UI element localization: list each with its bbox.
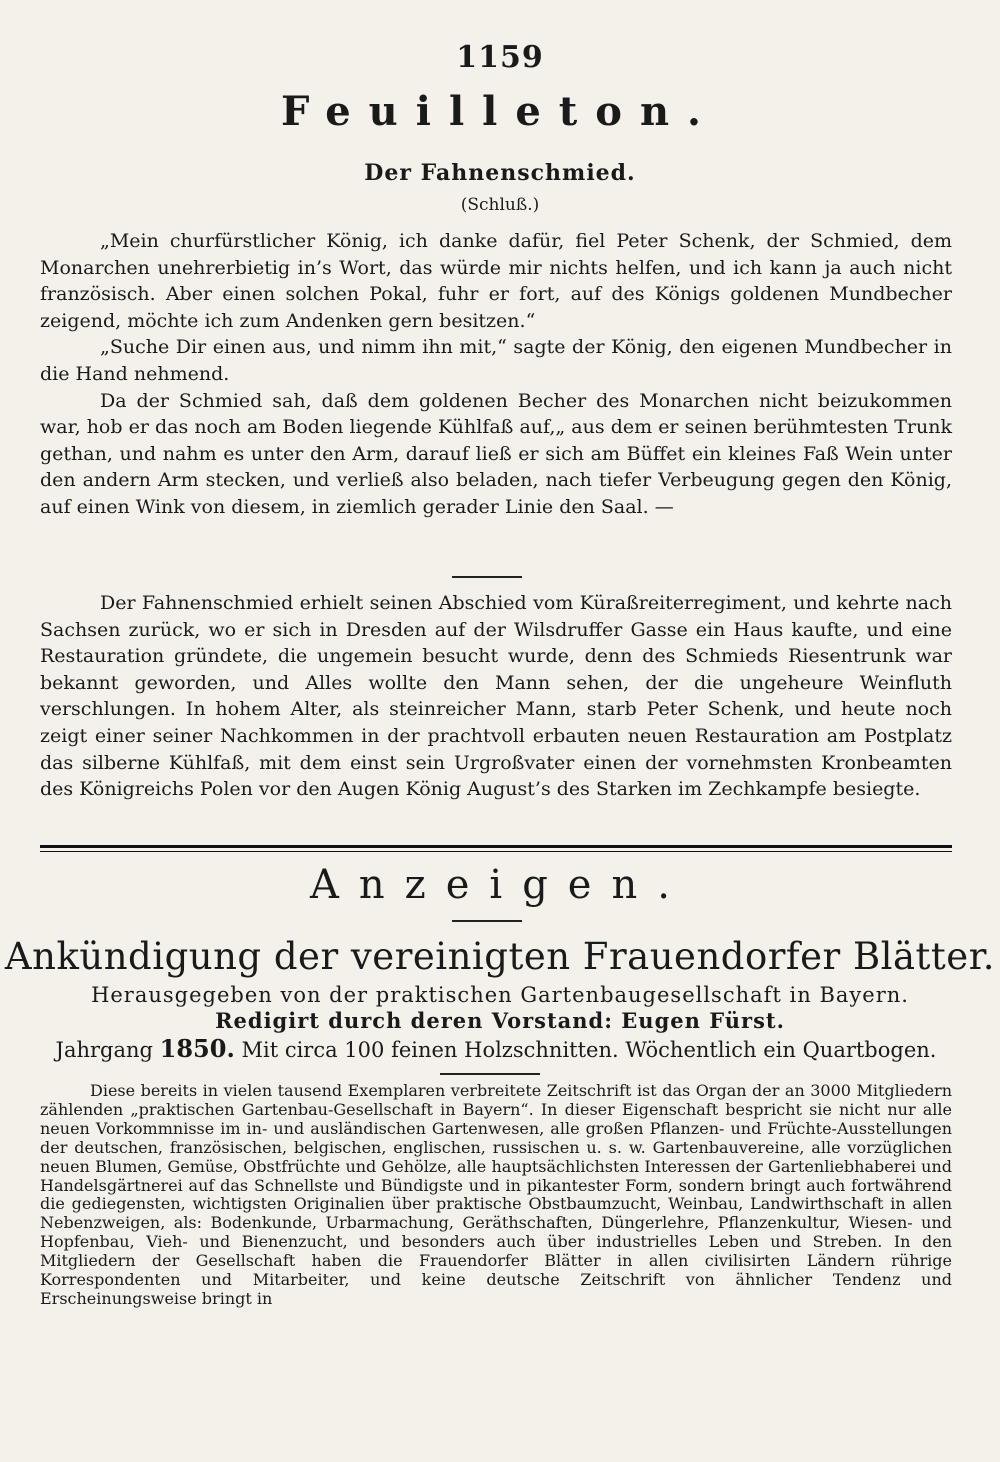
story-text-part-1 <box>40 228 952 521</box>
story-title: Der Fahnenschmied. <box>364 160 636 186</box>
section-divider <box>452 920 522 922</box>
section-divider <box>440 1073 540 1075</box>
section-divider <box>452 576 522 578</box>
story-subtitle: (Schluß.) <box>460 195 540 215</box>
ad-title: Ankündigung der vereinigten Frauendorfer Blätter. <box>4 935 996 978</box>
story-paragraph: „Mein churfürstlicher König, ich danke dafür, fiel Peter Schenk, der Schmied, dem Monarchen unehrerbietig in’s Wort, das würde mir nichts helfen, und ich kann ja auch nicht französisch. Aber einen solchen Pokal, fuhr er fort, auf des Königs goldenen Mundbecher zeigend, möchte ich zum Andenken gern besitzen.“ <box>40 230 952 332</box>
ad-year-prefix: Jahrgang <box>55 1038 153 1062</box>
heavy-rule <box>40 845 952 848</box>
story-text-part-2 <box>40 590 952 803</box>
ad-year-suffix: Mit circa 100 feinen Holzschnitten. Wöchentlich ein Quartbogen. <box>241 1038 937 1062</box>
ad-year-value: 1850. <box>159 1034 235 1063</box>
page-number: 1159 <box>456 40 544 75</box>
story-paragraph: „Suche Dir einen aus, und nimm ihn mit,“ sagte der König, den eigenen Mundbecher in die Hand nehmend. <box>40 336 952 385</box>
ad-body-text <box>40 1082 952 1309</box>
ad-paragraph: Diese bereits in vielen tausend Exemplaren verbreitete Zeitschrift ist das Organ der an 3000 Mitgliedern zählenden „praktischen Gartenbau-Gesellschaft in Bayern“. In dieser Eigenschaft bespricht sie nicht nur alle neuen Vorkommnisse im in- und ausländischen Gartenwesen, alle großen Pflanzen- und Früchte-Ausstellungen der deutschen, französischen, belgischen, englischen, russischen u. s. w. Gartenbauvereine, alle vorzüglichen neuen Blumen, Gemüse, Obstfrüchte und Gehölze, alle hauptsächlichsten Interessen der Gartenliebhaberei und Handelsgärtnerei auf das Schnellste und Bündigste und in pikantester Form, sondern bringt auch fortwährend die gediegensten, wichtigsten Originalien über praktische Obstbaumzucht, Weinbau, Landwirthschaft in allen Nebenzweigen, als: Bodenkunde, Urbarmachung, Geräthschaften, Düngerlehre, Pflanzenkultur, Wiesen- und Hopfenbau, Vieh- und Bienenzucht, und besonders auch über industrielles Leben und Streben. In den Mitgliedern der Gesellschaft haben die Frauendorfer Blätter in allen civilisirten Ländern rührige Korrespondenten und Mitarbeiter, und keine deutsche Zeitschrift von ähnlicher Tendenz und Erscheinungsweise bringt in <box>40 1081 952 1308</box>
anzeigen-heading: Anzeigen. <box>310 862 690 908</box>
story-paragraph: Der Fahnenschmied erhielt seinen Abschied vom Küraßreiterregiment, und kehrte nach Sachsen zurück, wo er sich in Dresden auf der Wilsdruffer Gasse ein Haus kaufte, und eine Restauration gründete, die ungemein besucht wurde, denn des Schmieds Riesentrunk war bekannt geworden, und Alles wollte den Mann sehen, der die ungeheure Weinfluth verschlungen. In hohem Alter, als steinreicher Mann, starb Peter Schenk, und heute noch zeigt einer seiner Nachkommen in der prachtvoll erbauten neuen Restauration am Postplatz das silberne Kühlfaß, mit dem einst sein Urgroßvater einen der vornehmsten Kronbeamten des Königreichs Polen vor den Augen König August’s des Starken im Zechkampfe besiegte. <box>40 592 952 801</box>
feuilleton-heading: Feuilleton. <box>281 88 719 135</box>
thin-rule <box>40 851 952 852</box>
ad-editor-line: Redigirt durch deren Vorstand: Eugen Fürst. <box>215 1008 785 1033</box>
story-paragraph: Da der Schmied sah, daß dem goldenen Becher des Monarchen nicht beizukommen war, hob er das noch am Boden liegende Kühlfaß auf,„ aus dem er seinen berühmtesten Trunk gethan, und nahm es unter den Arm, darauf ließ er sich am Büffet ein kleines Faß Wein unter den andern Arm stecken, und verließ also beladen, nach tiefer Verbeugung gegen den König, auf einen Wink von diesem, in ziemlich gerader Linie den Saal. — <box>40 389 952 518</box>
ad-publisher-line: Herausgegeben von der praktischen Gartenbaugesellschaft in Bayern. <box>91 983 909 1007</box>
ad-year-line <box>40 1034 952 1063</box>
